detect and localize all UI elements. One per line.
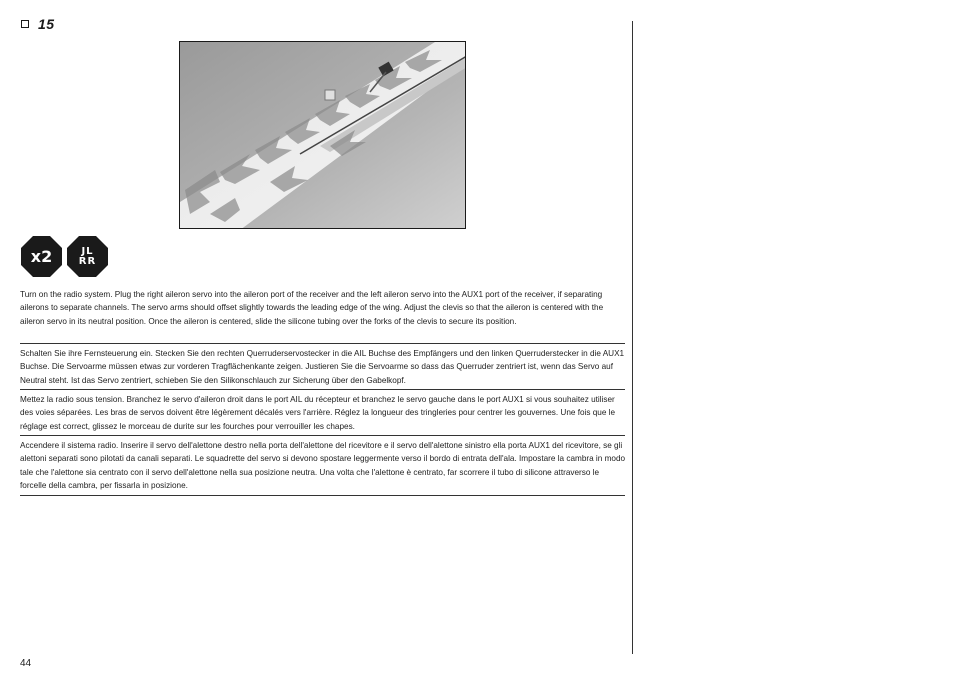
paragraph-german: Schalten Sie ihre Fernsteuerung ein. Stecken Sie den rechten Querruderservostecker in die AIL Buchse des Empfängers und den linken Querruderstecker in die AUX1 Buchse. Die Servoarme müssen etwas zur vorderen Tragflächenkante zeigen. Justieren Sie die Servoarme so dass das Querruder zentriert ist, wenn das Servo auf Neutral steht. Ist das Servo zentriert, schieben Sie den Silikonschlauch zur Sicherung über den Gabelkopf. xyxy=(20,349,625,385)
divider xyxy=(20,495,625,496)
wing-aileron-photo xyxy=(179,41,466,229)
x2-label: x2 xyxy=(30,247,53,266)
left-right-bottom-label: RR xyxy=(78,255,97,267)
paragraph-french: Mettez la radio sous tension. Branchez le servo d'aileron droit dans le port AIL du récepteur et branchez le servo gauche dans le port AUX1 si vous souhaitez utiliser des voies séparées. Les bras de servos doivent être légèrement décalés vers l'arrière. Réglez la longueur des tringleries pour centrer les gouvernes. Une fois que le réglage est correct, glissez le morceau de durite sur les fourches pour verrouiller les chapes. xyxy=(20,395,616,431)
left-right-octagon-icon xyxy=(67,236,108,277)
icon-group xyxy=(21,236,108,277)
paragraph-english: Turn on the radio system. Plug the right aileron servo into the aileron port of the receiver and the left aileron servo into the AUX1 port of the receiver, if separating ailerons to separate channels. The servo arms should offset slightly towards the leading edge of the wing. Adjust the clevis so that the aileron is centered with the aileron servo in its neutral position. Once the aileron is centered, slide the silicone tubing over the forks of the clevis to secure its position. xyxy=(20,290,604,326)
step-number: 15 xyxy=(38,16,55,32)
step-checkbox[interactable] xyxy=(21,20,29,28)
column-divider xyxy=(632,21,633,654)
divider xyxy=(20,435,625,436)
page-number: 44 xyxy=(20,658,32,669)
divider xyxy=(20,389,625,390)
left-right-top-label: JL xyxy=(81,245,94,257)
divider xyxy=(20,343,625,344)
x2-octagon-icon xyxy=(21,236,62,277)
paragraph-italian: Accendere il sistema radio. Inserire il servo dell'alettone destro nella porta dell'alettone del ricevitore e il servo dell'alettone sinistro ella porta AUX1 del ricevitore, se gli alettoni separati sono pilotati da canali separati. Le squadrette del servo si devono spostare leggermente verso il bordo di entrata dell'ala. Impostare la cambra in modo tale che l'alettone sia centrato con il servo dell'alettone nella sua posizione neutra. Una volta che l'alettone è centrato, far scorrere il tubo di silicone attraverso le forcelle della cambra, per fissarla in posizione. xyxy=(20,441,626,491)
step-header xyxy=(21,16,55,32)
